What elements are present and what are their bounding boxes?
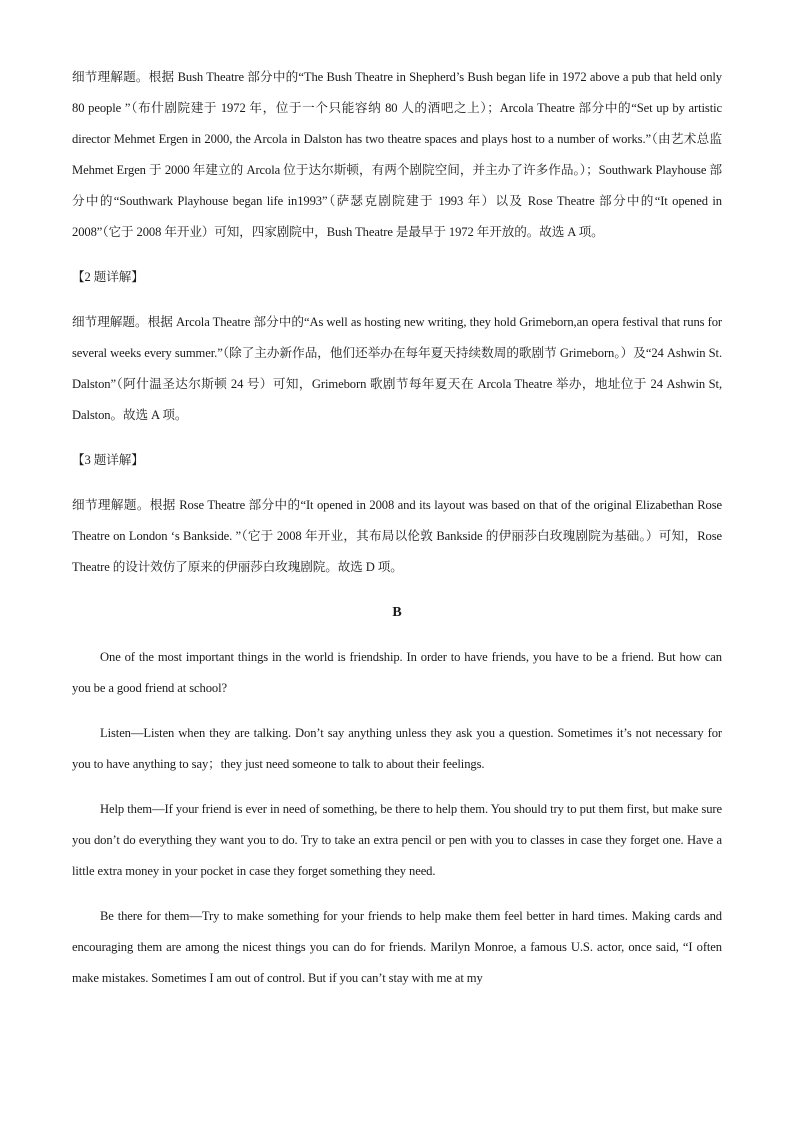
passage-paragraph-help: Help them—If your friend is ever in need of something, be there to help them. You should try to put them first, but make sure you don’t do everything they want you to do. Try to take an extra pencil or pen with you to classes in case they forget one. Have a little extra money in your pocket in case they forget something they need. [72, 802, 722, 878]
passage-paragraph-1: One of the most important things in the world is friendship. In order to have friends, you have to be a friend. But how can you be a good friend at school? [72, 650, 722, 695]
answer-2-explanation: 细节理解题。根据 Arcola Theatre 部分中的“As well as hosting new writing, they hold Grimeborn,an opera festival that runs for several weeks every summer.”（除了主办新作品，他们还举办在每年夏天持续数周的歌剧节 Grimeborn。）及“24 Ashwin St. Dalston”（阿什温圣达尔斯顿 24 号）可知，Grimeborn 歌剧节每年夏天在 Arcola Theatre 举办，地址位于 24 Ashwin St, Dalston。故选 A 项。 [72, 315, 722, 422]
section-b-title: B [392, 605, 402, 620]
answer-3-explanation: 细节理解题。根据 Rose Theatre 部分中的“It opened in 2008 and its layout was based on that of the original Elizabethan Rose Theatre on London ‘s Bankside. ”（它于 2008 年开业，其布局以伦敦 Bankside 的伊丽莎白玫瑰剧院为基础。）可知，Rose Theatre 的设计效仿了原来的伊丽莎白玫瑰剧院。故选 D 项。 [72, 498, 722, 574]
question-2-heading: 【2 题详解】 [72, 270, 144, 284]
passage-paragraph-listen: Listen—Listen when they are talking. Don’t say anything unless they ask you a question. Sometimes it’s not necessary for you to have anything to say；they just need someone to talk to about their feelings. [72, 726, 722, 771]
passage-paragraph-be-there: Be there for them—Try to make something for your friends to help make them feel better in hard times. Making cards and encouraging them are among the nicest things you can do for friends. Marilyn Monroe, a famous U.S. actor, once said, “I often make mistakes. Sometimes I am out of control. But if you can’t stay with me at my [72, 909, 722, 985]
document-page [72, 62, 722, 1008]
answer-1-explanation: 细节理解题。根据 Bush Theatre 部分中的“The Bush Theatre in Shepherd’s Bush began life in 1972 above a pub that held only 80 people ”（布什剧院建于 1972 年，位于一个只能容纳 80 人的酒吧之上）；Arcola Theatre 部分中的“Set up by artistic director Mehmet Ergen in 2000, the Arcola in Dalston has two theatre spaces and plays host to a number of works.”（由艺术总监 Mehmet Ergen 于 2000 年建立的 Arcola 位于达尔斯顿，有两个剧院空间，并主办了许多作品。）；Southwark Playhouse 部分中的“Southwark Playhouse began life in1993”（萨瑟克剧院建于 1993 年）以及 Rose Theatre 部分中的“It opened in 2008”（它于 2008 年开业）可知，四家剧院中，Bush Theatre 是最早于 1972 年开放的。故选 A 项。 [72, 70, 722, 239]
question-3-heading: 【3 题详解】 [72, 453, 144, 467]
